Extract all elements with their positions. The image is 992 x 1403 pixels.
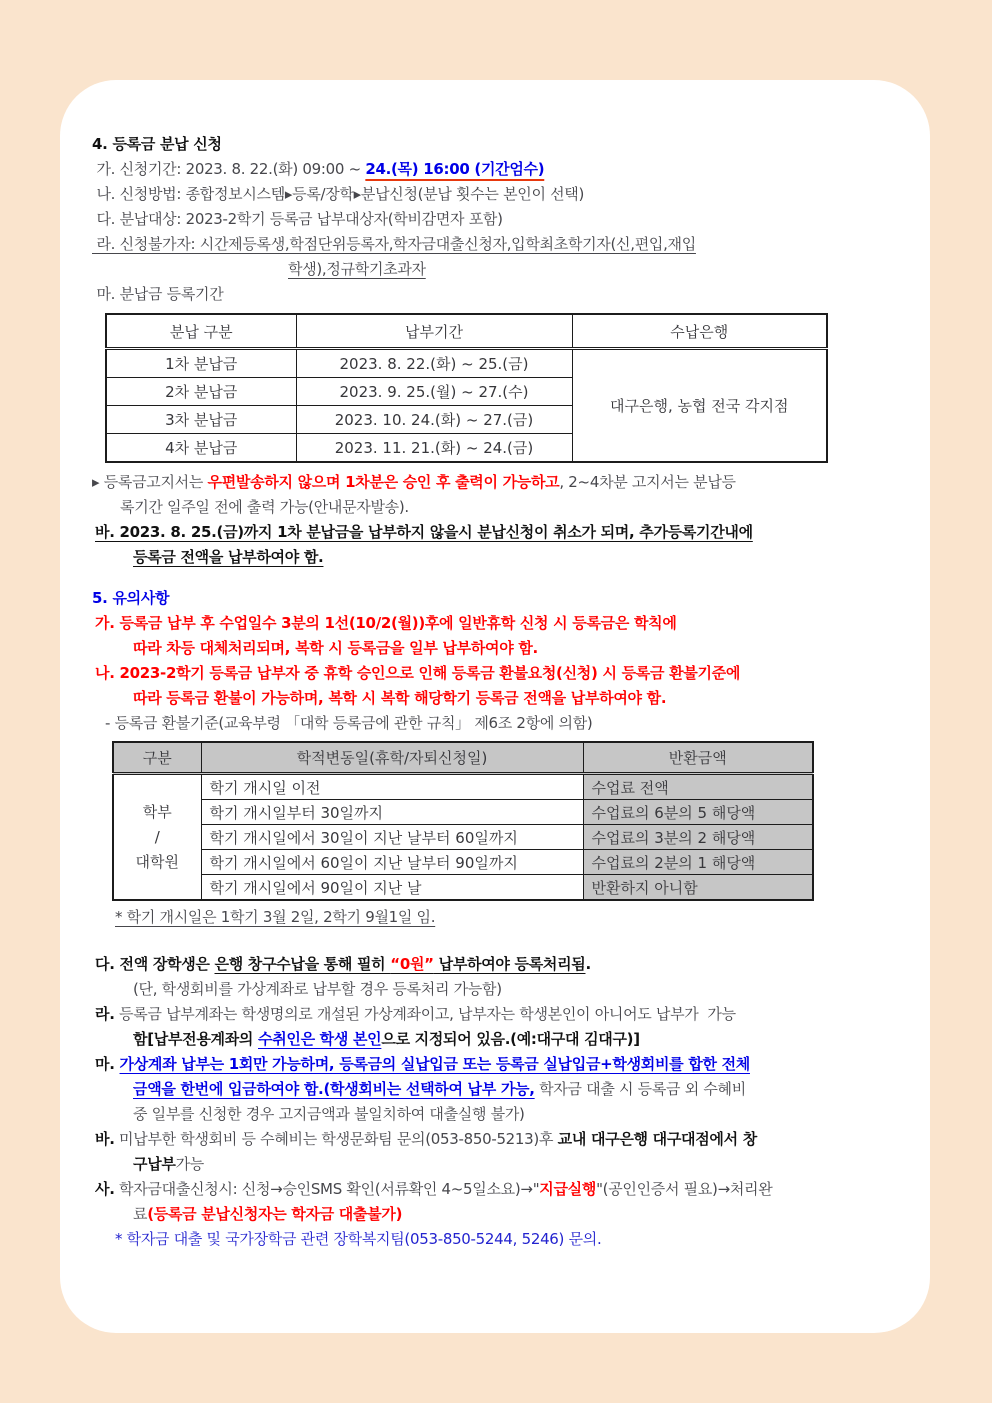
- cell-change-date-4: 학기 개시일에서 60일이 지난 날부터 90일까지: [201, 850, 583, 875]
- table-row: [113, 774, 813, 800]
- virtual-account-label: 마.: [95, 1055, 120, 1073]
- unpaid-fee-bold2: 구납부: [133, 1155, 176, 1173]
- zero-won-period: .: [585, 955, 591, 973]
- table-row: [113, 850, 813, 875]
- cell-bank: 대구은행, 농협 전국 각지점: [572, 349, 827, 463]
- refund-table: [112, 741, 814, 901]
- cell-refund-3: 수업료의 3분의 2 해당액: [583, 825, 813, 850]
- s5-item-account-line2: [92, 1027, 902, 1052]
- s5-item-virtual-account-line2: [92, 1077, 902, 1102]
- col-header-category: 구분: [113, 742, 201, 774]
- loan-process-gray1: 학자금대출신청시: 신청→승인SMS 확인(서류확인 4~5일소요)→": [114, 1180, 540, 1198]
- unpaid-fee-gray2: 가능: [175, 1155, 204, 1173]
- cell-period-4: 2023. 11. 21.(화) ~ 24.(금): [296, 434, 572, 463]
- refund-rule-text1: 나. 2023-2학기 등록금 납부자 중 휴학 승인으로 인해 등록금 환불요청(신청) 시 등록금 환불기준에: [95, 664, 741, 682]
- s4-item-target: 다. 분납대상: 2023-2학기 등록금 납부대상자(학비감면자 포함): [92, 210, 503, 228]
- payee-emphasis: 수취인은 학생 본인: [258, 1030, 382, 1048]
- cell-refund-5: 반환하지 아니함: [583, 875, 813, 901]
- cell-refund-2: 수업료의 6분의 5 해당액: [583, 800, 813, 825]
- zero-won-u1: 은행 창구수납을 통해 필히: [214, 955, 391, 973]
- s5-item-refund-rule-line2: [92, 686, 902, 711]
- s5-item-unpaid-fee-line2: [92, 1152, 902, 1177]
- s5-item-loan-process-line1: [92, 1177, 902, 1202]
- loan-contact-text: * 학자금 대출 및 국가장학금 관련 장학복지팀(053-850-5244, 5246) 문의.: [115, 1230, 602, 1248]
- s5-item-leave-rule-line1: [92, 611, 902, 636]
- group-line3: 대학원: [135, 852, 179, 871]
- unpaid-fee-gray1: 미납부한 학생회비 등 수혜비는 학생문화팀 문의(053-850-5213)후: [114, 1130, 558, 1148]
- s5-item-account-line1: [92, 1002, 902, 1027]
- refund-table-header-row: [113, 742, 813, 774]
- footnote-text: * 학기 개시일은 1학기 3월 2일, 2학기 9월1일 임.: [115, 908, 436, 926]
- zero-won-underline-group: [215, 955, 586, 973]
- leave-rule-text2: 따라 차등 대체처리되며, 복학 시 등록금을 일부 납부하여야 함.: [133, 639, 538, 657]
- table-row: [113, 800, 813, 825]
- s5-item-virtual-account-line3: 중 일부를 신청한 경우 고지금액과 불일치하여 대출실행 불가): [133, 1105, 525, 1123]
- loan-contact-note: [92, 1227, 902, 1252]
- s4-item-application-method: 나. 신청방법: 종합정보시스템▸등록/장학▸분납신청(분납 횟수는 본인이 선택): [92, 185, 585, 203]
- loan-ineligible-emphasis: (등록금 분납신청자는 학자금 대출불가): [147, 1205, 403, 1223]
- s4-bullet-note-line2: 록기간 일주일 전에 출력 가능(안내문자발송).: [120, 498, 409, 516]
- loan-process-gray2: "(공인인증서 필요)→처리완: [596, 1180, 773, 1198]
- installment-table-header-row: [106, 314, 827, 349]
- s4-item-installment-period: 마. 분납금 등록기간: [92, 285, 224, 303]
- virtual-account-blue1: 가상계좌 납부는 1회만 가능하며, 등록금의 실납입금 또는 등록금 실납입금+학생회비를 합한 전체: [119, 1055, 750, 1073]
- section4-title: 4. 등록금 분납 신청: [92, 135, 222, 153]
- unpaid-fee-bold1: 교내 대구은행 대구대점에서 창: [557, 1130, 757, 1148]
- cancel-warning-text1: 바. 2023. 8. 25.(금)까지 1차 분납금을 납부하지 않을시 분납신청이 취소가 되며, 추가등록기간내에: [95, 523, 753, 541]
- table-row: [106, 349, 827, 378]
- cell-installment-1: 1차 분납금: [106, 349, 296, 378]
- col-header-installment-type: 분납 구분: [106, 314, 296, 349]
- bullet-triangle-icon: ▸: [92, 473, 100, 491]
- s5-item-loan-process-line2: [92, 1202, 902, 1227]
- s4-item-cancel-warning-line1: [92, 520, 902, 545]
- zero-won-u2: 납부하여야 등록처리됨: [433, 955, 586, 973]
- s5-item-virtual-account-line1: [92, 1052, 902, 1077]
- cell-installment-2: 2차 분납금: [106, 378, 296, 406]
- bullet-red-text: 우편발송하지 않으며 1차분은 승인 후 출력이 가능하고: [207, 473, 560, 491]
- installment-table: [105, 313, 828, 463]
- cell-student-group: [113, 774, 201, 901]
- cell-period-3: 2023. 10. 24.(화) ~ 27.(금): [296, 406, 572, 434]
- s5-item-leave-rule-line2: [92, 636, 902, 661]
- loan-process-label: 사.: [95, 1180, 115, 1198]
- account-b1: 함[납부전용계좌의: [133, 1030, 258, 1048]
- cell-change-date-5: 학기 개시일에서 90일이 지난 날: [201, 875, 583, 901]
- deadline-emphasis: 24.(목) 16:00 (기간엄수): [365, 160, 545, 178]
- bullet-post-text: , 2~4차분 고지서는 분납등: [559, 473, 736, 491]
- zero-won-lead: 다. 전액 장학생은: [95, 955, 215, 973]
- cell-change-date-3: 학기 개시일에서 30일이 지난 날부터 60일까지: [201, 825, 583, 850]
- s4-ga-text: 가. 신청기간: 2023. 8. 22.(화) 09:00 ~: [92, 160, 366, 178]
- account-text1: 등록금 납부계좌는 학생명의로 개설된 가상계좌이고, 납부자는 학생본인이 아니어도 납부가 가능: [114, 1005, 736, 1023]
- s5-item-refund-rule-line1: [92, 661, 902, 686]
- account-label: 라.: [95, 1005, 115, 1023]
- col-header-refund-amount: 반환금액: [583, 742, 813, 774]
- col-header-payment-period: 납부기간: [296, 314, 572, 349]
- table-row: [113, 875, 813, 901]
- cell-refund-4: 수업료의 2분의 1 해당액: [583, 850, 813, 875]
- zero-won-red: “0원”: [390, 955, 434, 973]
- cell-change-date-2: 학기 개시일부터 30일까지: [201, 800, 583, 825]
- cell-period-2: 2023. 9. 25.(월) ~ 27.(수): [296, 378, 572, 406]
- cell-installment-4: 4차 분납금: [106, 434, 296, 463]
- refund-rule-text2: 따라 등록금 환불이 가능하며, 복학 시 복학 해당학기 등록금 전액을 납부하여야 함.: [133, 689, 667, 707]
- loan-process-gray3: 료: [133, 1205, 148, 1223]
- s5-item-zero-won-line2: (단, 학생회비를 가상계좌로 납부할 경우 등록처리 가능함): [133, 980, 502, 998]
- col-header-change-date: 학적변동일(휴학/자퇴신청일): [201, 742, 583, 774]
- group-line1: 학부: [142, 802, 172, 821]
- semester-start-footnote: [92, 905, 902, 930]
- table-row: [113, 825, 813, 850]
- s4-item-ineligible-line1: 라. 신청불가자: 시간제등록생,학점단위등록자,학자금대출신청자,입학최초학기자(신,편입,재입: [92, 235, 696, 253]
- unpaid-fee-label: 바.: [95, 1130, 115, 1148]
- s4-item-application-period: [92, 157, 902, 182]
- leave-rule-text1: 가. 등록금 납부 후 수업일수 3분의 1선(10/2(월))후에 일반휴학 신청 시 등록금은 학칙에: [95, 614, 677, 632]
- account-b2: 으로 지정되어 있음.(예:대구대 김대구)]: [381, 1030, 640, 1048]
- bullet-pre-text: 등록금고지서는: [99, 473, 208, 491]
- col-header-bank: 수납은행: [572, 314, 827, 349]
- s4-bullet-note-line1: [92, 470, 902, 495]
- cell-installment-3: 3차 분납금: [106, 406, 296, 434]
- s4-ineligible-cont: 학생),정규학기초과자: [288, 260, 426, 278]
- s5-refund-standard-ref: - 등록금 환불기준(교육부령 「대학 등록금에 관한 규칙」 제6조 2항에 의함): [105, 714, 593, 732]
- s5-item-unpaid-fee-line1: [92, 1127, 902, 1152]
- cell-refund-1: 수업료 전액: [583, 774, 813, 800]
- s4-item-ineligible-line2: [92, 257, 902, 282]
- s5-item-zero-won-line1: [92, 952, 902, 977]
- group-line2: /: [154, 827, 160, 846]
- content-card: [60, 80, 930, 1333]
- cell-change-date-1: 학기 개시일 이전: [201, 774, 583, 800]
- virtual-account-blue2: 금액을 한번에 입금하여야 함.(학생회비는 선택하여 납부 가능,: [133, 1080, 535, 1098]
- section5-title: 5. 유의사항: [92, 589, 170, 607]
- s4-item-cancel-warning-line2: [92, 545, 902, 570]
- virtual-account-gray2: 학자금 대출 시 등록금 외 수혜비: [534, 1080, 746, 1098]
- cancel-warning-text2: 등록금 전액을 납부하여야 함.: [133, 548, 324, 566]
- cell-period-1: 2023. 8. 22.(화) ~ 25.(금): [296, 349, 572, 378]
- loan-execute-emphasis: 지급실행: [539, 1180, 597, 1198]
